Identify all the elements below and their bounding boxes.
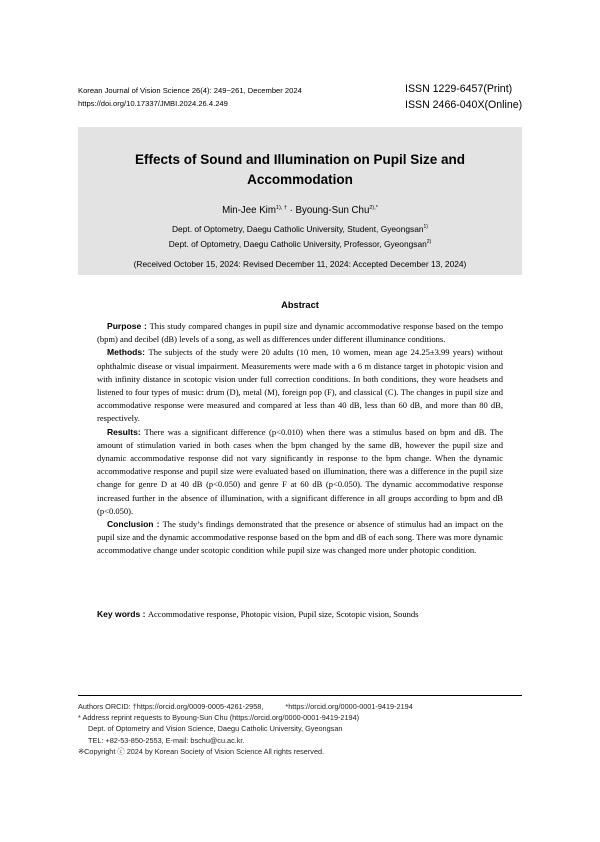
title-line-2: Accommodation — [247, 172, 353, 187]
author-separator: · — [286, 205, 296, 216]
abstract-purpose: Purpose : This study compared changes in pupil size and dynamic accommodative response based on the tempo (bpm) and decibel (dB) levels of a song, as well as differences under different illuminance conditions. — [97, 321, 503, 345]
abstract-methods: Methods: The subjects of the study were 20 adults (10 men, 10 women, mean age 24.25±3.99 years) without ophthalmic disease or visual impairment. Measurements were made with a 6 m distance target in photopic vision and with infinity distance in scotopic vision under full correction conditions. In both conditions, they wore headsets and listened to four types of music: drum (D), metal (M), foreign pop (F), and classical (C). The changes in pupil size and accommodative response were measured and compared at less than 40 dB, less than 60 dB, and more than 80 dB, respectively. — [97, 347, 503, 424]
conclusion-text: The study’s findings demonstrated that the presence or absence of stimulus had an impact on the pupil size and the dynamic accommodative response based on the bpm and dB of each song. There was more dynamic accommodative change under scotopic condition while pupil size was changed more under photopic condition. — [97, 519, 503, 556]
footnotes — [78, 701, 522, 757]
author-2: Byoung-Sun Chu — [295, 205, 370, 216]
author-2-marker: 2),* — [369, 204, 378, 211]
title-line-1: Effects of Sound and Illumination on Pupil Size and — [134, 152, 465, 167]
affiliation-1 — [78, 223, 522, 235]
affiliation-1-text: Dept. of Optometry, Daegu Catholic University, Student, Gyeongsan — [172, 224, 424, 234]
orcid-author-1[interactable]: †https://orcid.org/0009-0005-4261-2958, — [132, 702, 264, 711]
abstract-conclusion: Conclusion : The study’s findings demonstrated that the presence or absence of stimulus had an impact on the pupil size and the dynamic accommodative response based on the bpm and dB of each song. There was more dynamic accommodative change under scotopic condition while pupil size was changed more under photopic condition. — [97, 519, 503, 556]
methods-text: The subjects of the study were 20 adults (10 men, 10 women, mean age 24.25±3.99 years) without ophthalmic disease or visual impairment. Measurements were made with a 6 m distance target in photopic vision and with infinity distance in scotopic vision under full correction conditions. In both conditions, they wore headsets and listened to four types of music: drum (D), metal (M), foreign pop (F), and classical (C). The changes in pupil size and accommodative response were measured and compared at less than 40 dB, less than 60 dB, and more than 80 dB, respectively. — [97, 347, 503, 424]
issn-block — [405, 81, 522, 113]
author-list — [78, 204, 522, 218]
keywords-label: Key words : — [97, 609, 146, 619]
orcid-line — [78, 701, 522, 712]
correspondence-address: Dept. of Optometry and Vision Science, Daegu Catholic University, Gyeongsan — [88, 724, 343, 734]
copyright-notice: ※Copyright ⓒ 2024 by Korean Society of Vision Science All rights reserved. — [78, 746, 325, 756]
keywords-text: Accommodative response, Photopic vision, Pupil size, Scotopic vision, Sounds — [147, 609, 419, 619]
issn-print: ISSN 1229-6457(Print) — [405, 83, 513, 95]
orcid-author-2[interactable]: *https://orcid.org/0000-0001-9419-2194 — [285, 702, 413, 711]
purpose-text: This study compared changes in pupil size and dynamic accommodative response based on the tempo (bpm) and decibel (dB) levels of a song, as well as differences under different illuminance conditions. — [97, 321, 503, 345]
correspondence-contact: TEL: +82-53-850-2553, E-mail: bschu@cu.ac.kr. — [88, 735, 245, 745]
journal-header — [78, 84, 302, 110]
doi-link[interactable]: https://doi.org/10.17337/JMBI.2024.26.4.249 — [78, 99, 228, 108]
conclusion-label: Conclusion — [107, 519, 154, 530]
orcid-prefix: Authors ORCID: — [78, 702, 133, 711]
results-text: There was a significant difference (p<0.010) when there was a stimulus based on bpm and dB. The amount of stimulation varied in both cases when the bpm changed by the same dB, however the pupil size and dynamic accommodative response did not vary significantly in response to the bpm change. When the dynamic accommodative response and pupil size were evaluated based on illumination, there was a difference in the pupil size change for genre D at 40 dB (p<0.050) and genre F at 60 dB (p<0.050). The dynamic accommodative response increased further in the absence of illumination, with a significant difference in all groups according to bpm and dB (p<0.050). — [97, 426, 503, 516]
reprint-request: * Address reprint requests to Byoung-Sun Chu (https://orcid.org/0000-0001-9419-2194) — [78, 713, 360, 723]
affiliation-2-text: Dept. of Optometry, Daegu Catholic University, Professor, Gyeongsan — [168, 239, 427, 249]
author-1: Min-Jee Kim — [222, 205, 276, 216]
results-label: Results — [107, 426, 138, 437]
abstract-heading: Abstract — [281, 300, 319, 310]
issn-online: ISSN 2466-040X(Online) — [405, 99, 523, 111]
methods-label: Methods — [107, 347, 143, 358]
abstract-body — [97, 320, 503, 558]
affiliation-2-marker: 2) — [426, 239, 432, 246]
purpose-label: Purpose — [107, 321, 142, 331]
journal-citation: Korean Journal of Vision Science 26(4): 249~261, December 2024 — [78, 86, 302, 95]
affiliation-1-marker: 1) — [423, 224, 428, 231]
keywords — [97, 608, 507, 620]
paper-title — [78, 150, 522, 190]
footnote-rule — [78, 695, 522, 696]
affiliation-2 — [78, 238, 522, 250]
author-1-marker: 1), † — [275, 204, 287, 211]
abstract-results: Results: There was a significant difference (p<0.010) when there was a stimulus based on bpm and dB. The amount of stimulation varied in both cases when the bpm changed by the same dB, however the pupil size and dynamic accommodative response did not vary significantly in response to the bpm change. When the dynamic accommodative response and pupil size were evaluated based on illumination, there was a difference in the pupil size change for genre D at 40 dB (p<0.050) and genre F at 60 dB (p<0.050). The dynamic accommodative response increased further in the absence of illumination, with a significant difference in all groups according to bpm and dB (p<0.050). — [97, 426, 503, 516]
received-dates: (Received October 15, 2024: Revised December 11, 2024: Accepted December 13, 2024) — [133, 259, 467, 269]
